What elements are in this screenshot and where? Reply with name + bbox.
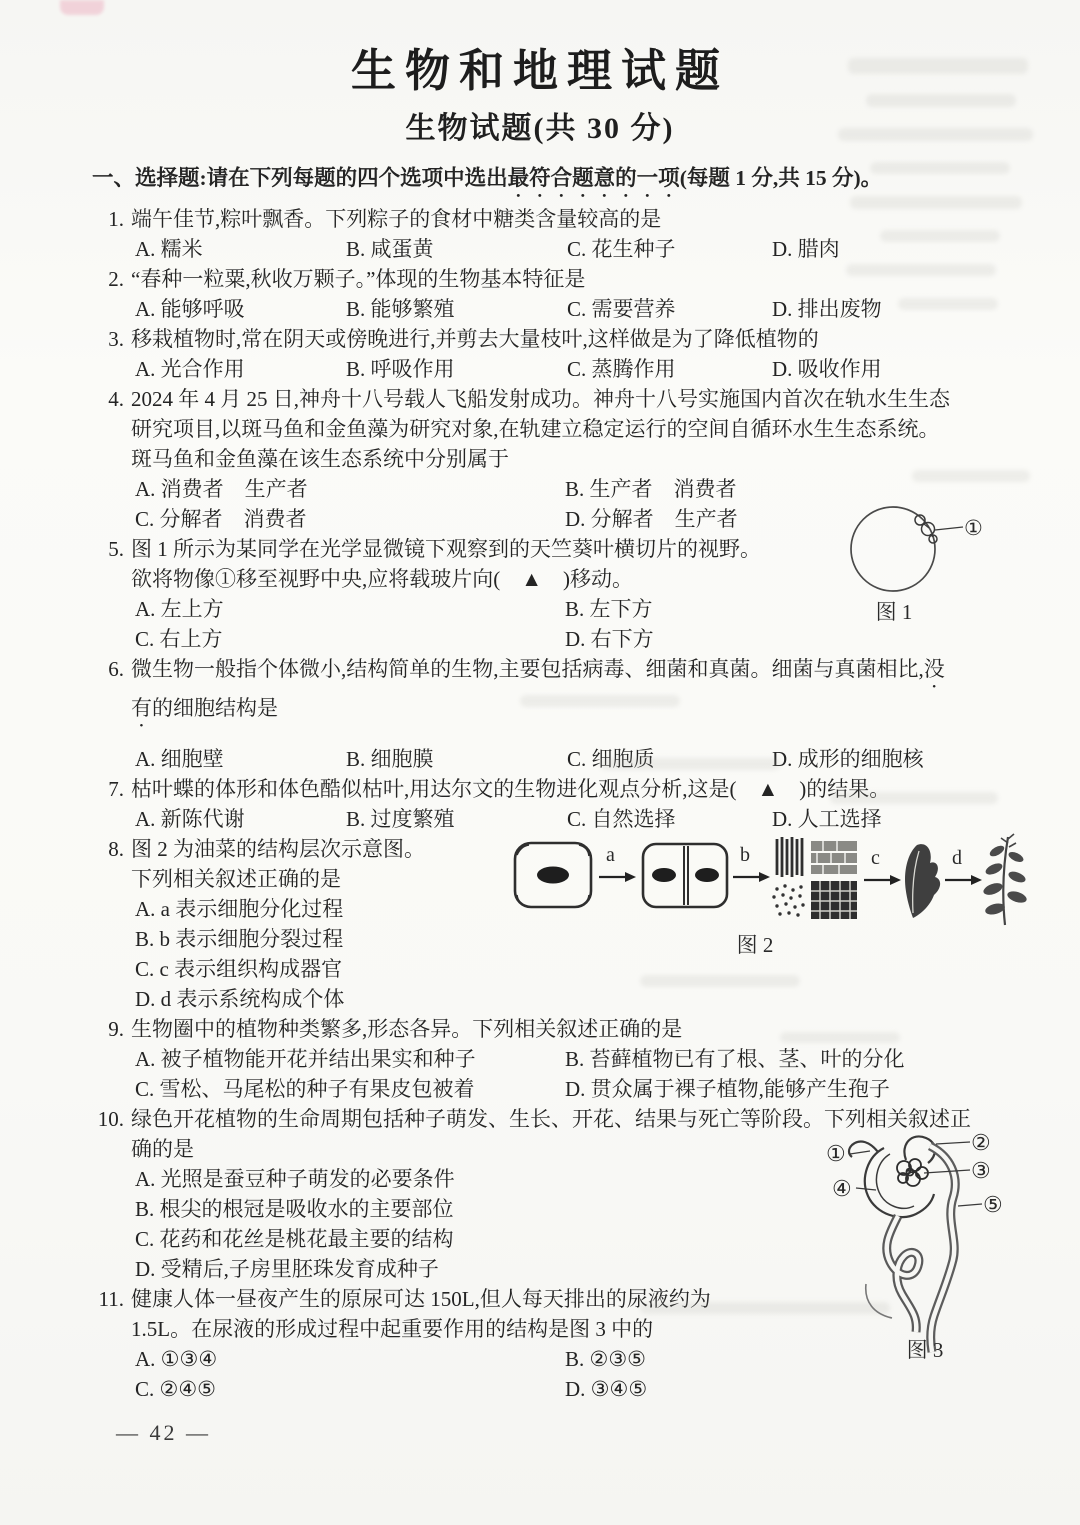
option-a: A. 新陈代谢 <box>135 807 245 831</box>
fig1-label-1: ① <box>964 516 983 540</box>
pink-scan-smudge <box>60 0 104 15</box>
option-d: D. 吸收作用 <box>772 357 882 381</box>
question-9-options-row1 <box>92 1044 1040 1074</box>
question-6 <box>92 654 1040 774</box>
option-b: B. 生产者 消费者 <box>565 477 737 501</box>
question-9-options-row2 <box>92 1074 1040 1104</box>
question-11-stem-line2: 1.5L。在尿液的形成过程中起重要作用的结构是图 3 中的 <box>131 1317 654 1341</box>
option-d: D. 排出废物 <box>772 297 882 321</box>
option-c: C. 雪松、马尾松的种子有果皮包被着 <box>135 1077 475 1101</box>
option-a: A. 左上方 <box>135 597 224 621</box>
option-c: C. 蒸腾作用 <box>567 357 676 381</box>
fig3-label-2: ② <box>971 1130 991 1155</box>
option-d: D. ③④⑤ <box>565 1377 648 1401</box>
option-d: D. 贯众属于裸子植物,能够产生孢子 <box>565 1077 890 1101</box>
option-c: C. c 表示组织构成器官 <box>135 957 343 981</box>
section-header-pre: 一、选择题:请在下列每题的四个选项中选出 <box>92 166 508 190</box>
stem-text-plain: 微生物一般指个体微小,结构简单的生物,主要包括病毒、细菌和真菌。细菌与真菌相比, <box>131 657 924 681</box>
question-stem-text: 生物圈中的植物种类繁多,形态各异。下列相关叙述正确的是 <box>131 1017 683 1041</box>
page-title: 生物和地理试题 <box>350 46 729 96</box>
option-d: D. 人工选择 <box>772 807 882 831</box>
option-a: A. 光照是蚕豆种子萌发的必要条件 <box>135 1167 455 1191</box>
option-c: C. 花药和花丝是桃花最主要的结构 <box>135 1227 454 1251</box>
question-3 <box>92 324 1040 384</box>
question-10-stem-line2: 确的是 <box>131 1137 194 1161</box>
option-c: C. 花生种子 <box>567 237 676 261</box>
question-8-stem-line2: 下列相关叙述正确的是 <box>131 867 341 891</box>
question-stem-text: 健康人体一昼夜产生的原尿可达 150L,但人每天排出的尿液约为 <box>131 1287 711 1311</box>
option-b: B. 根尖的根冠是吸收水的主要部位 <box>135 1197 454 1221</box>
nephron-diagram-icon <box>818 1118 1048 1363</box>
fig3-label-4: ④ <box>832 1176 852 1201</box>
fig2-arrow-a-label: a <box>606 844 615 866</box>
question-4-stem-line3: 斑马鱼和金鱼藻在该生态系统中分别属于 <box>131 447 509 471</box>
option-c: C. 右上方 <box>135 627 223 651</box>
option-a: A. 糯米 <box>135 237 203 261</box>
option-b: B. ②③⑤ <box>565 1347 646 1371</box>
option-d: D. 受精后,子房里胚珠发育成种子 <box>135 1257 439 1281</box>
question-5-options-row2 <box>92 624 1040 654</box>
question-number: 7. <box>108 777 124 801</box>
option-b: B. 过度繁殖 <box>346 807 455 831</box>
question-number: 3. <box>108 327 124 351</box>
option-b: B. 呼吸作用 <box>346 357 455 381</box>
question-2-options <box>92 294 1040 324</box>
fig3-label-1: ① <box>826 1141 846 1166</box>
fig3-label-5: ⑤ <box>983 1192 1003 1217</box>
option-d: D. 腊肉 <box>772 237 840 261</box>
option-a: A. 被子植物能开花并结出果实和种子 <box>135 1047 476 1071</box>
option-c: C. 自然选择 <box>567 807 676 831</box>
option-a: A. ①③④ <box>135 1347 218 1371</box>
fig3-caption: 图 3 <box>906 1338 944 1362</box>
option-d: D. 成形的细胞核 <box>772 747 924 771</box>
question-stem-text: 枯叶蝶的体形和体色酷似枯叶,用达尔文的生物进化观点分析,这是( ▲ )的结果。 <box>131 777 891 801</box>
page-number: — 42 — <box>116 1420 211 1445</box>
option-c: C. 细胞质 <box>567 747 655 771</box>
question-stem-text: 2024 年 4 月 25 日,神舟十八号载人飞船发射成功。神舟十八号实施国内首次在轨水生生态 <box>131 387 950 411</box>
option-b: B. b 表示细胞分裂过程 <box>135 927 344 951</box>
fig2-arrow-c-label: c <box>871 847 880 869</box>
section-header-emphasis: 最符合题意的一项 <box>507 166 680 190</box>
option-b: B. 苔藓植物已有了根、茎、叶的分化 <box>565 1047 905 1071</box>
option-b: B. 能够繁殖 <box>346 297 455 321</box>
section-header-post: (每题 1 分,共 15 分)。 <box>679 166 883 190</box>
question-stem-text <box>131 654 945 693</box>
figure-1 <box>836 498 1026 628</box>
question-9 <box>92 1014 1040 1104</box>
question-stem-text: 图 1 所示为某同学在光学显微镜下观察到的天竺葵叶横切片的视野。 <box>131 537 761 561</box>
option-c: C. ②④⑤ <box>135 1377 216 1401</box>
option-b: B. 左下方 <box>565 597 653 621</box>
question-number: 4. <box>108 387 124 411</box>
option-b: B. 咸蛋黄 <box>346 237 434 261</box>
option-c: C. 分解者 消费者 <box>135 507 307 531</box>
figure-3 <box>818 1118 1048 1383</box>
question-number: 10. <box>97 1107 124 1131</box>
question-number: 2. <box>108 267 124 291</box>
question-5-stem-line2: 欲将物像①移至视野中央,应将载玻片向( ▲ )移动。 <box>131 567 634 591</box>
fig2-caption: 图 2 <box>736 933 774 957</box>
question-number: 6. <box>108 657 124 681</box>
question-stem-text: 图 2 为油菜的结构层次示意图。 <box>131 837 425 861</box>
question-number: 11. <box>98 1287 124 1311</box>
figure-2 <box>505 833 1035 958</box>
option-a: A. 细胞壁 <box>135 747 224 771</box>
question-stem-text: 移栽植物时,常在阴天或傍晚进行,并剪去大量枝叶,这样做是为了降低植物的 <box>131 327 819 351</box>
question-number: 9. <box>108 1017 124 1041</box>
stem-text-plain: 的细胞结构是 <box>152 696 278 720</box>
option-d: D. 右下方 <box>565 627 654 651</box>
stem-text-emphasized: 有 <box>131 696 152 720</box>
page-subtitle: 生物试题(共 30 分) <box>405 112 675 145</box>
question-4-stem-line2: 研究项目,以斑马鱼和金鱼藻为研究对象,在轨建立稳定运行的空间自循环水生生态系统。 <box>131 417 940 441</box>
option-a: A. 消费者 生产者 <box>135 477 308 501</box>
option-d: D. d 表示系统构成个体 <box>135 987 345 1011</box>
option-b: B. 细胞膜 <box>346 747 434 771</box>
question-3-stem <box>92 324 1040 354</box>
cell-levels-diagram-icon <box>505 833 1035 928</box>
option-a: A. 能够呼吸 <box>135 297 245 321</box>
fig3-label-3: ③ <box>971 1158 991 1183</box>
fig2-arrow-d-label: d <box>952 847 962 869</box>
stem-text-emphasized: 没 <box>923 657 945 681</box>
question-stem-text: “春种一粒粟,秋收万颗子。”体现的生物基本特征是 <box>131 267 586 291</box>
question-number: 1. <box>108 207 124 231</box>
question-7-options <box>92 804 1040 834</box>
fig1-caption: 图 1 <box>875 600 913 624</box>
question-stem-text: 绿色开花植物的生命周期包括种子萌发、生长、开花、结果与死亡等阶段。下列相关叙述正 <box>131 1107 971 1131</box>
question-4-stem <box>92 384 1040 414</box>
option-a: A. a 表示细胞分化过程 <box>135 897 344 921</box>
question-number: 8. <box>108 837 124 861</box>
fig2-arrow-b-label: b <box>740 844 750 866</box>
question-3-options <box>92 354 1040 384</box>
option-c: C. 需要营养 <box>567 297 676 321</box>
question-number: 5. <box>108 537 124 561</box>
option-a: A. 光合作用 <box>135 357 245 381</box>
question-stem-text: 端午佳节,粽叶飘香。下列粽子的食材中糖类含量较高的是 <box>131 207 662 231</box>
question-7 <box>92 774 1040 834</box>
option-d: D. 分解者 生产者 <box>565 507 738 531</box>
question-6-stem <box>92 654 1040 693</box>
question-6-options <box>92 744 1040 774</box>
